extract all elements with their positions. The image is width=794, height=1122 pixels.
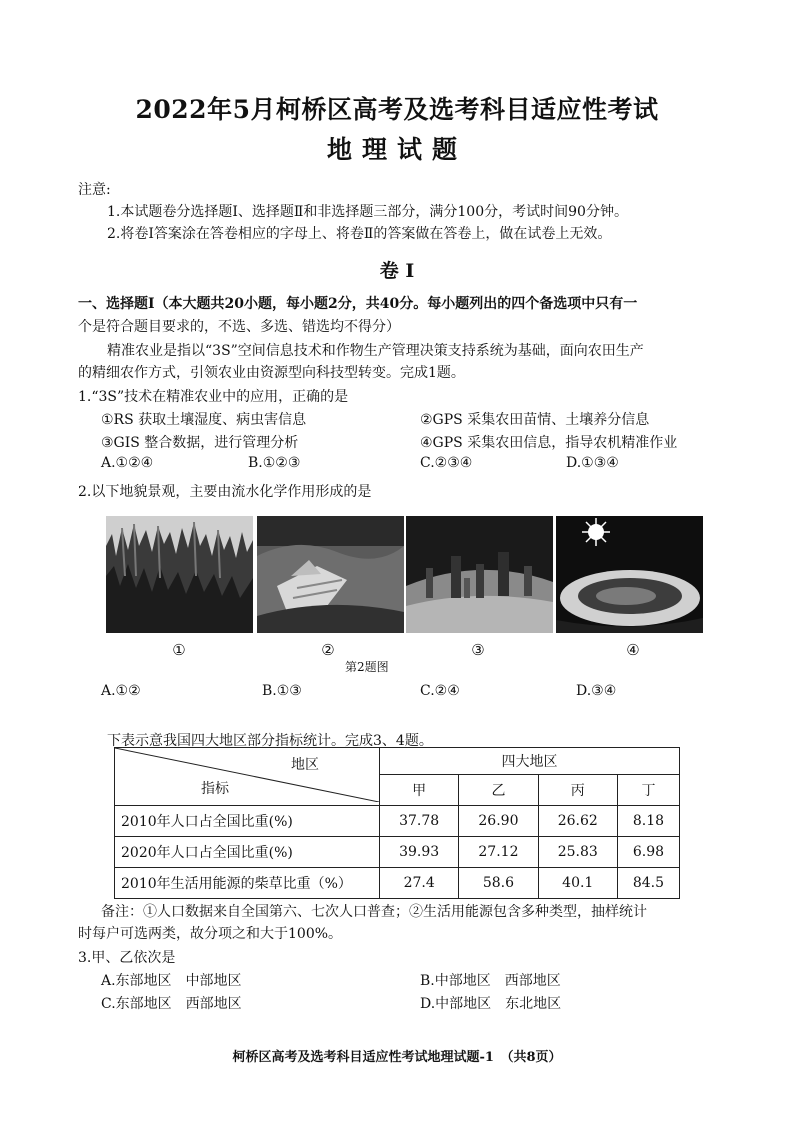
photo-label-1: ①	[172, 641, 186, 659]
q2-stem: 2.以下地貌景观，主要由流水化学作用形成的是	[78, 484, 372, 500]
note-line1: 备注：①人口数据来自全国第六、七次人口普查；②生活用能源包含多种类型，抽样统计	[101, 904, 647, 920]
landform-photo-4	[556, 516, 703, 633]
table-group-header: 四大地区	[380, 748, 680, 775]
table-cell: 58.6	[459, 868, 538, 899]
table-cell: 84.5	[617, 868, 679, 899]
q1-option-d: D.①③④	[566, 455, 619, 471]
notice-item-1: 1.本试题卷分选择题Ⅰ、选择题Ⅱ和非选择题三部分，满分100分，考试时间90分钟。	[107, 204, 628, 220]
q2-option-b: B.①③	[262, 683, 302, 699]
q1-statement-2: ②GPS 采集农田苗情、土壤养分信息	[420, 412, 650, 428]
table-row-label: 2020年人口占全国比重(%)	[115, 837, 380, 868]
corner-indicator-label: 指标	[201, 781, 229, 797]
q1-option-a: A.①②④	[101, 455, 154, 471]
table-row	[115, 868, 680, 899]
landform-photo-3	[406, 516, 553, 633]
table-cell: 26.62	[538, 806, 617, 837]
table-corner-cell	[115, 748, 380, 806]
q3-option-c: C.东部地区 西部地区	[101, 996, 242, 1012]
table-row	[115, 837, 680, 868]
q1-statement-4: ④GPS 采集农田信息，指导农机精准作业	[420, 435, 678, 451]
notice-label: 注意:	[78, 182, 111, 198]
table-row-label: 2010年人口占全国比重(%)	[115, 806, 380, 837]
q3-option-b: B.中部地区 西部地区	[420, 973, 561, 989]
exam-subject: 地理试题	[326, 135, 467, 164]
part1-heading	[78, 293, 637, 313]
exam-title: 2022年5月柯桥区高考及选考科目适应性考试	[135, 95, 659, 124]
table-row	[115, 806, 680, 837]
q1-statement-1: ①RS 获取土壤湿度、病虫害信息	[101, 412, 307, 428]
q2-option-a: A.①②	[101, 683, 141, 699]
table-cell: 27.12	[459, 837, 538, 868]
table-cell: 25.83	[538, 837, 617, 868]
passage2-text: 下表示意我国四大地区部分指标统计。完成3、4题。	[107, 733, 433, 749]
q3-stem: 3.甲、乙依次是	[78, 950, 176, 966]
table-cell: 27.4	[380, 868, 459, 899]
passage1-line2: 的精细农作方式，引领农业由资源型向科技型转变。完成1题。	[78, 365, 465, 381]
landform-photo-2	[257, 516, 404, 633]
page-footer: 柯桥区高考及选考科目适应性考试地理试题-1 （共8页）	[232, 1050, 562, 1065]
table-col-header: 乙	[459, 775, 538, 806]
table-cell: 8.18	[617, 806, 679, 837]
photo-label-2: ②	[321, 641, 335, 659]
table-cell: 37.78	[380, 806, 459, 837]
part1-heading-line2: 个是符合题目要求的，不选、多选、错选均不得分）	[78, 319, 400, 335]
passage1-line1: 精准农业是指以“3S”空间信息技术和作物生产管理决策支持系统为基础，面向农田生产	[107, 343, 644, 359]
table-col-header: 丙	[538, 775, 617, 806]
table-cell: 26.90	[459, 806, 538, 837]
q2-option-d: D.③④	[576, 683, 617, 699]
q3-option-a: A.东部地区 中部地区	[101, 973, 242, 989]
corner-region-label: 地区	[291, 757, 319, 773]
q1-stem: 1.“3S”技术在精准农业中的应用，正确的是	[78, 389, 349, 405]
table-cell: 6.98	[617, 837, 679, 868]
q3-option-d: D.中部地区 东北地区	[420, 996, 562, 1012]
q2-option-c: C.②④	[420, 683, 460, 699]
table-col-header: 甲	[380, 775, 459, 806]
photo-label-3: ③	[471, 641, 485, 659]
table-col-header: 丁	[617, 775, 679, 806]
table-cell: 39.93	[380, 837, 459, 868]
q1-option-c: C.②③④	[420, 455, 473, 471]
photo-label-4: ④	[626, 641, 640, 659]
table-header-row	[115, 748, 680, 775]
landform-photo-1	[106, 516, 253, 633]
table-cell: 40.1	[538, 868, 617, 899]
notice-item-2: 2.将卷Ⅰ答案涂在答卷相应的字母上、将卷Ⅱ的答案做在答卷上，做在试卷上无效。	[107, 226, 612, 242]
q1-statement-3: ③GIS 整合数据，进行管理分析	[101, 435, 299, 451]
part1-heading-line1: 一、选择题Ⅰ（本大题共20小题，每小题2分，共40分。每小题列出的四个备选项中只有一	[78, 296, 638, 312]
table-row-label: 2010年生活用能源的柴草比重（%）	[115, 868, 380, 899]
indicator-table	[114, 747, 680, 899]
q1-option-b: B.①②③	[248, 455, 301, 471]
figure-caption: 第2题图	[345, 660, 389, 674]
note-line2: 时每户可选两类，故分项之和大于100%。	[78, 926, 343, 942]
section-title: 卷 Ⅰ	[379, 260, 415, 282]
